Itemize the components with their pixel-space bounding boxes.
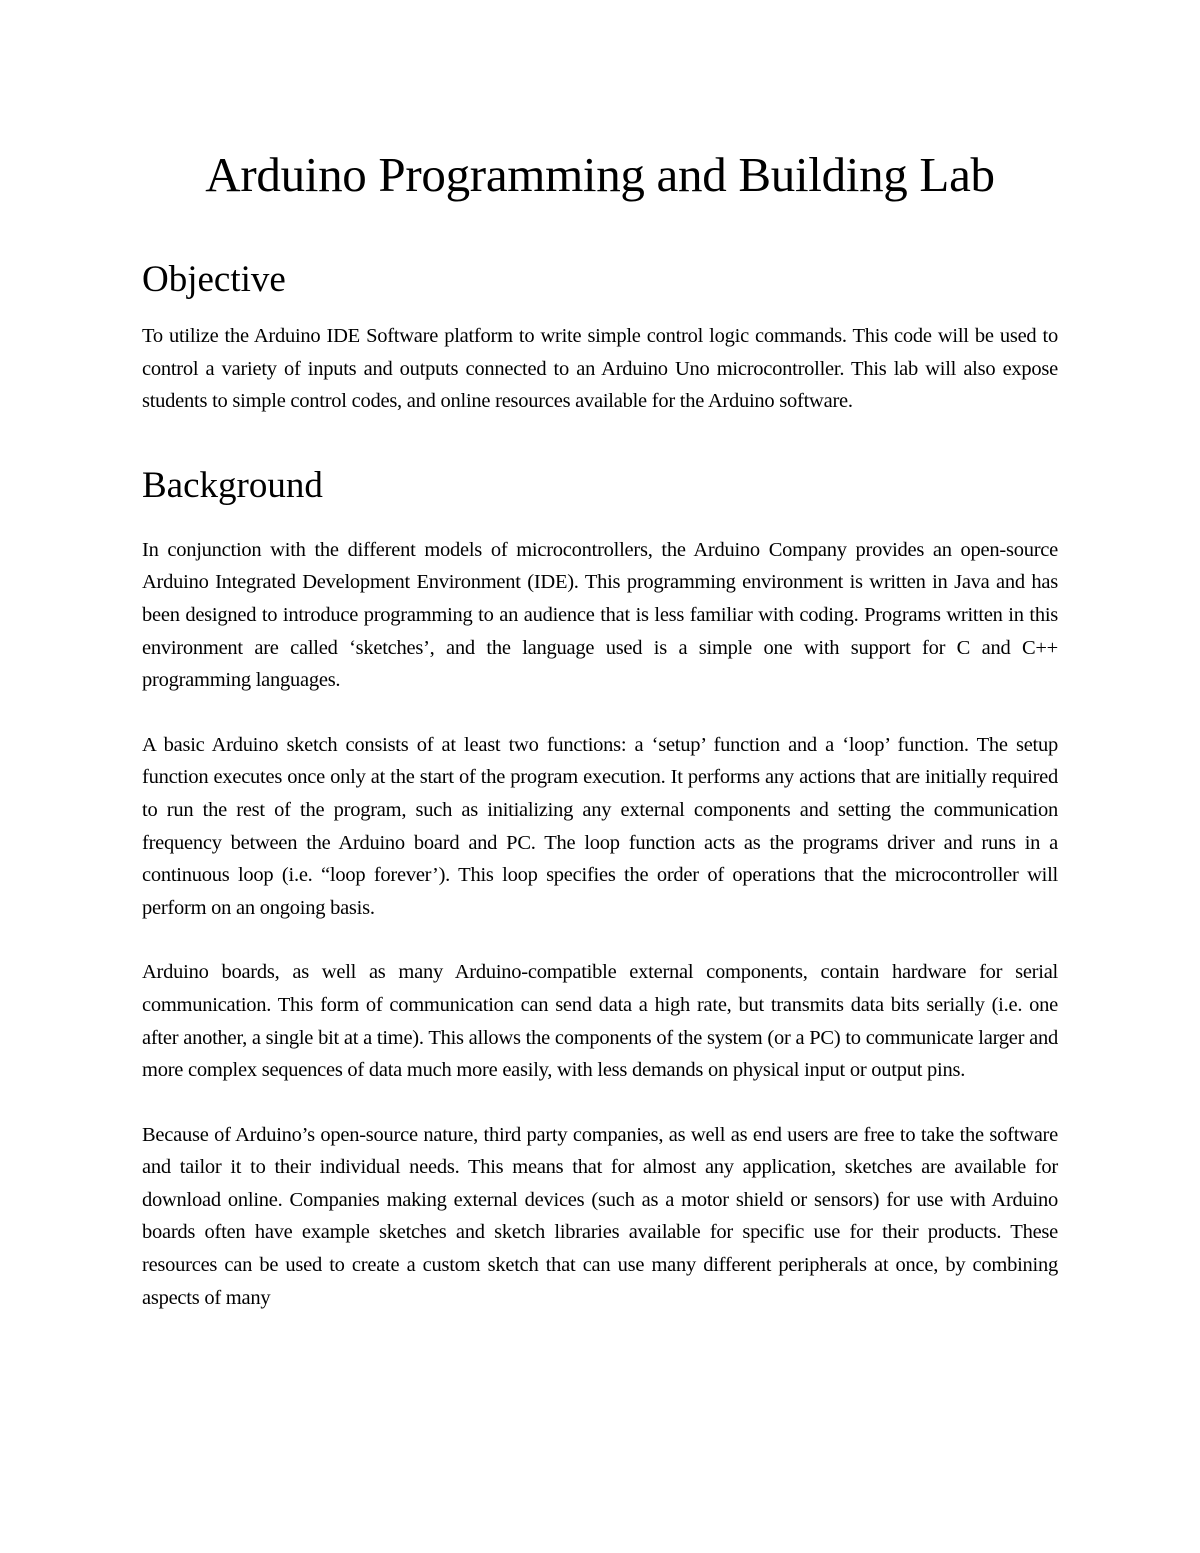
objective-section: [142, 256, 1058, 418]
objective-paragraph: To utilize the Arduino IDE Software platform to write simple control logic commands. This code will be used to control a variety of inputs and outputs connected to an Arduino Uno microcontroller. This lab will also expose students to simple control codes, and online resources available for the Arduino software.: [142, 325, 1058, 413]
background-paragraph-1: In conjunction with the different models of microcontrollers, the Arduino Company provides an open-source Arduino Integrated Development Environment (IDE). This programming environment is written in Java and has been designed to introduce programming to an audience that is less familiar with coding. Programs written in this environment are called ‘sketches’, and the language used is a simple one with support for C and C++ programming languages.: [142, 538, 1058, 692]
background-paragraph-4: Because of Arduino’s open-source nature, third party companies, as well as end users are free to take the software and tailor it to their individual needs. This means that for almost any application, sketches are available for download online. Companies making external devices (such as a motor shield or sensors) for use with Arduino boards often have example sketches and sketch libraries available for specific use for their products. These resources can be used to create a custom sketch that can use many different peripherals at once, by combining aspects of many: [142, 1123, 1058, 1309]
document-title: Arduino Programming and Building Lab: [205, 147, 995, 202]
background-heading: Background: [142, 464, 323, 506]
objective-heading: Objective: [142, 259, 286, 300]
background-paragraph-3: Arduino boards, as well as many Arduino-compatible external components, contain hardware for serial communication. This form of communication can send data a high rate, but transmits data bits serially (i.e. one after another, a single bit at a time). This allows the components of the system (or a PC) to communicate larger and more complex sequences of data much more easily, with less demands on physical input or output pins.: [142, 961, 1058, 1082]
background-section: [142, 462, 1058, 1314]
background-paragraph-2: A basic Arduino sketch consists of at least two functions: a ‘setup’ function and a ‘loop’ function. The setup function executes once only at the start of the program execution. It performs any actions that are initially required to run the rest of the program, such as initializing any external components and setting the communication frequency between the Arduino board and PC. The loop function acts as the programs driver and runs in a continuous loop (i.e. “loop forever’). This loop specifies the order of operations that the microcontroller will perform on an ongoing basis.: [142, 733, 1058, 919]
